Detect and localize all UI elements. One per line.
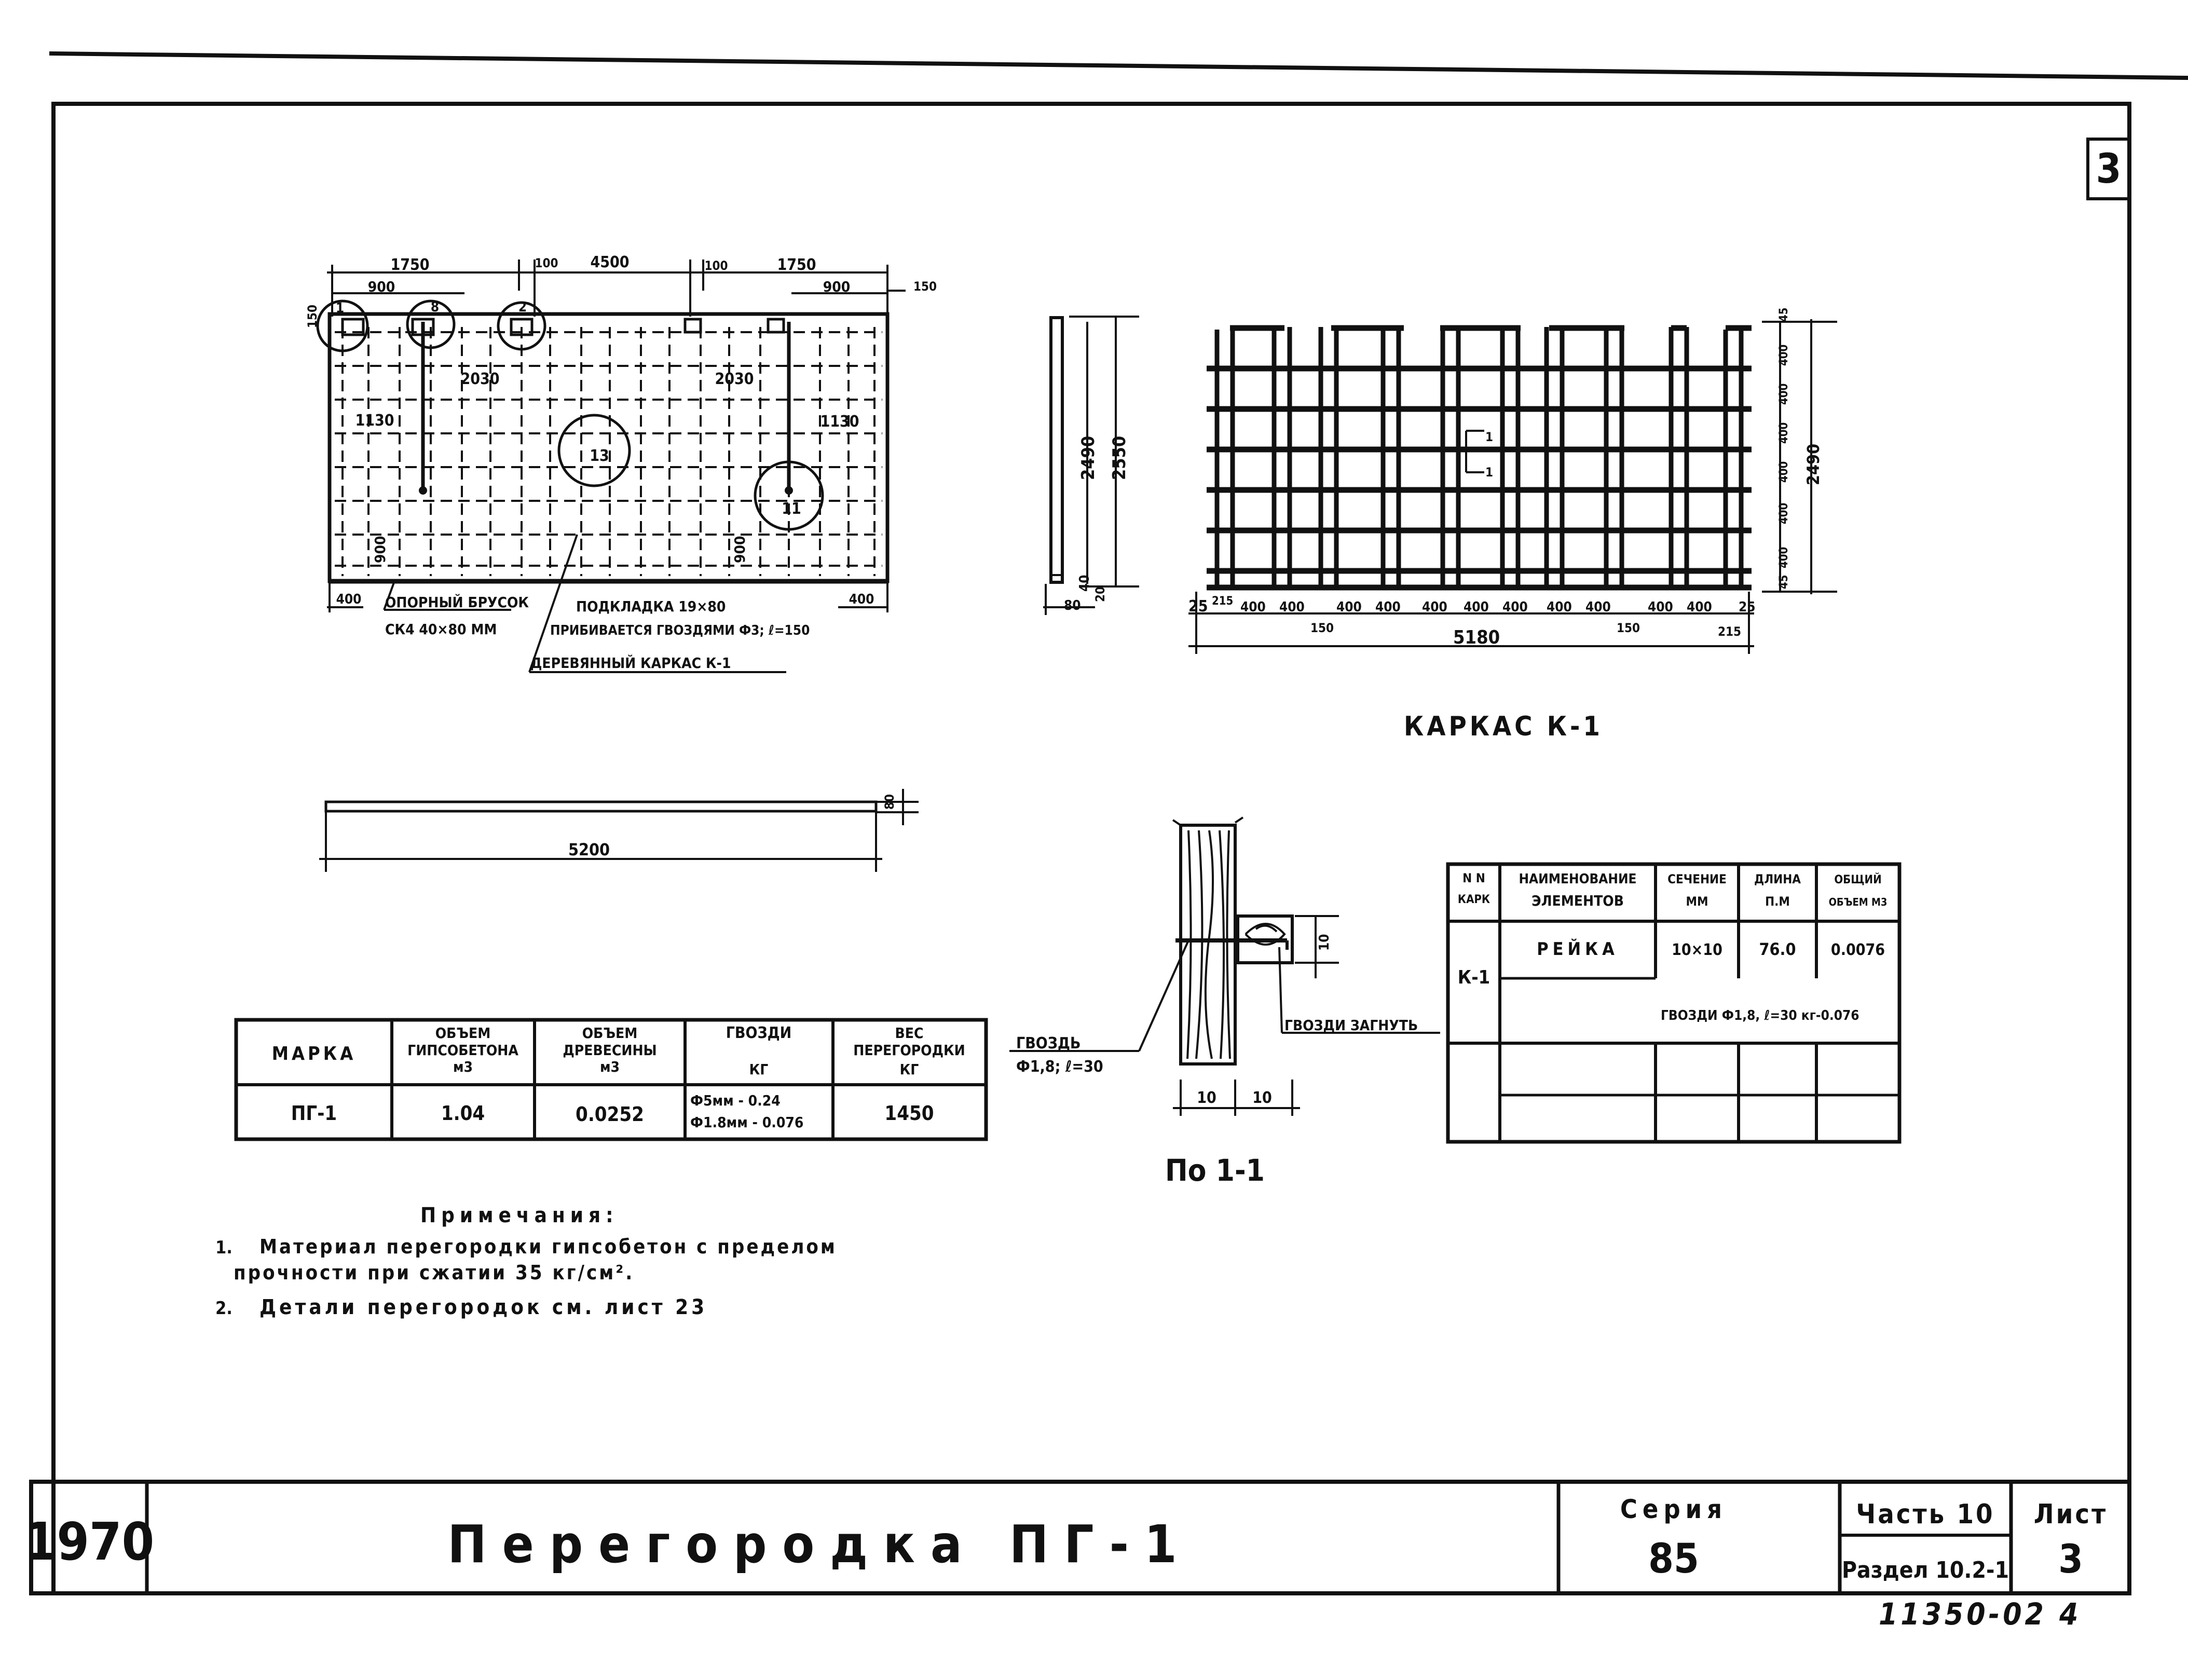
- notes-title: Примечания:: [420, 1204, 619, 1227]
- dim-2030-right: 2030: [715, 370, 754, 388]
- eh-volume-2: ОБЪЕМ М3: [1828, 896, 1888, 908]
- elements-table: [1448, 864, 1899, 1142]
- note-1-line-1: Материал перегородки гипсобетон с пределом: [259, 1235, 837, 1258]
- frame-dim-12: 400: [1687, 599, 1712, 615]
- frame-dim-4: 400: [1336, 599, 1362, 615]
- eh-nn-1: N N: [1462, 871, 1485, 885]
- dim-150-left: 150: [305, 304, 320, 328]
- title-block: [24, 1482, 2129, 1593]
- label-lining-2: ПРИБИВАЕТСЯ ГВОЗДЯМИ Ф3; ℓ=150: [550, 623, 810, 638]
- th-gypsum-1: ОБЪЕМ: [435, 1025, 491, 1042]
- dim-4500: 4500: [590, 253, 630, 271]
- frame-dim-2: 400: [1240, 599, 1266, 615]
- label-support-bar-1: ОПОРНЫЙ БРУСОК: [385, 594, 529, 611]
- sheet-frame: [53, 104, 2129, 1593]
- frame-dim-215: 215: [1718, 624, 1742, 639]
- frame-dim-150-a: 150: [1310, 621, 1334, 635]
- dim-900-left: 900: [367, 278, 395, 295]
- notes: [215, 1204, 837, 1319]
- note-1-line-2: прочности при сжатии 35 кг/см².: [234, 1261, 635, 1284]
- section-1-1: [1009, 817, 1440, 1188]
- eh-volume-1: ОБЩИЙ: [1834, 873, 1882, 886]
- part-label: Часть 10: [1856, 1499, 1995, 1530]
- td-mark: ПГ-1: [291, 1102, 337, 1125]
- note-2-line-1: Детали перегородок см. лист 23: [259, 1295, 708, 1319]
- section-mark-bottom: 1: [1485, 465, 1494, 480]
- dim-80: 80: [1064, 598, 1081, 613]
- dim-900-bottom-left: 900: [372, 536, 389, 563]
- th-wood-1: ОБЪЕМ: [582, 1025, 638, 1042]
- frame-dim-7: 400: [1464, 599, 1489, 615]
- spec-table: [236, 1020, 986, 1139]
- th-weight-3: КГ: [899, 1061, 919, 1078]
- dim-100-right: 100: [704, 258, 728, 273]
- callout-13: 13: [590, 447, 609, 465]
- label-nails-bent: ГВОЗДИ ЗАГНУТЬ: [1284, 1017, 1418, 1034]
- eh-section-2: ММ: [1686, 894, 1708, 909]
- dim-right-7: 45: [1777, 575, 1790, 589]
- dim-400-right: 400: [849, 592, 874, 607]
- dim-right-6: 400: [1777, 547, 1790, 568]
- label-nail: ГВОЗДЬ: [1016, 1034, 1081, 1053]
- dim-1750-right: 1750: [777, 256, 816, 274]
- dim-40: 40: [1077, 575, 1092, 592]
- frame-dim-9: 400: [1547, 599, 1572, 615]
- dim-right-4: 400: [1777, 461, 1790, 483]
- td-weight: 1450: [884, 1102, 934, 1125]
- partition-elevation: [319, 789, 919, 872]
- dim-150-right: 150: [913, 279, 937, 294]
- dim-80-elevation: 80: [882, 794, 897, 810]
- dim-1130-left: 1130: [355, 412, 394, 430]
- dim-20: 20: [1093, 586, 1107, 602]
- section-title: По 1-1: [1165, 1153, 1265, 1188]
- dim-10-vertical: 10: [1317, 934, 1332, 951]
- corner-sheet-box: [2088, 139, 2129, 199]
- dim-1130-right: 1130: [820, 413, 859, 431]
- partition-plan: [305, 253, 937, 672]
- et-nails-note: ГВОЗДИ Ф1,8, ℓ=30 кг-0.076: [1661, 1008, 1859, 1023]
- drawing-title: Перегородка ПГ-1: [447, 1514, 1193, 1575]
- eh-nn-2: КАРК: [1457, 893, 1490, 906]
- partition-side-view: [1043, 316, 1139, 615]
- frame-dim-5180: 5180: [1453, 627, 1500, 648]
- section-label: Раздел 10.2-1: [1842, 1557, 2009, 1583]
- frame-dim-0: 25: [1188, 597, 1208, 616]
- section-mark-top: 1: [1485, 430, 1494, 444]
- dim-100-left: 100: [535, 256, 558, 270]
- frame-dim-150-b: 150: [1617, 621, 1640, 635]
- eh-length-1: ДЛИНА: [1754, 872, 1801, 886]
- th-gypsum-3: м3: [453, 1058, 473, 1075]
- corner-sheet-number: 3: [2096, 146, 2122, 193]
- frame-dim-6: 400: [1422, 599, 1447, 615]
- sheet-label: Лист: [2033, 1499, 2108, 1530]
- td-nails-1: Ф5мм - 0.24: [690, 1092, 781, 1109]
- dim-2490: 2490: [1078, 435, 1099, 480]
- th-weight-2: ПЕРЕГОРОДКИ: [853, 1042, 965, 1059]
- frame-dim-3: 400: [1279, 599, 1305, 615]
- th-nails-3: КГ: [749, 1061, 769, 1078]
- dim-2550: 2550: [1109, 435, 1130, 480]
- series-label: Серия: [1620, 1494, 1728, 1524]
- dim-5200: 5200: [568, 840, 610, 859]
- label-support-bar-2: СК4 40×80 ММ: [385, 621, 497, 638]
- th-mark: МАРКА: [271, 1043, 357, 1064]
- frame-title: КАРКАС К-1: [1404, 711, 1603, 742]
- dim-right-5: 400: [1777, 502, 1790, 524]
- et-section: 10×10: [1672, 941, 1722, 959]
- et-name: РЕЙКА: [1537, 939, 1619, 960]
- callout-1: 1: [335, 301, 345, 316]
- th-weight-1: ВЕС: [895, 1025, 924, 1042]
- note-1-number: 1.: [215, 1237, 233, 1258]
- th-gypsum-2: ГИПСОБЕТОНА: [407, 1042, 518, 1059]
- series-value: 85: [1648, 1536, 1699, 1582]
- th-wood-2: ДРЕВЕСИНЫ: [563, 1042, 657, 1059]
- callout-2: 2: [518, 299, 527, 315]
- eh-name-1: НАИМЕНОВАНИЕ: [1519, 871, 1637, 887]
- frame-dim-10: 400: [1585, 599, 1611, 615]
- note-2-number: 2.: [215, 1298, 233, 1319]
- frame-dim-13: 25: [1739, 599, 1756, 615]
- dim-400-left: 400: [336, 592, 362, 607]
- label-frame-k1: ДЕРЕВЯННЫЙ КАРКАС К-1: [530, 654, 731, 672]
- label-lining-1: ПОДКЛАДКА 19×80: [576, 598, 726, 615]
- dim-2030-left: 2030: [460, 370, 500, 388]
- dim-right-0: 45: [1777, 307, 1790, 322]
- dim-900-bottom-right: 900: [731, 536, 748, 563]
- dim-right-2: 400: [1777, 383, 1790, 405]
- dim-900-right: 900: [823, 278, 851, 295]
- frame-dim-5: 400: [1375, 599, 1401, 615]
- callout-8: 8: [430, 299, 440, 315]
- frame-dim-1: 215: [1212, 595, 1234, 608]
- dim-10-b: 10: [1252, 1089, 1272, 1107]
- et-frame-mark: К-1: [1457, 967, 1490, 988]
- callout-11: 11: [782, 500, 801, 518]
- dim-right-1: 400: [1777, 344, 1790, 366]
- frame-dim-11: 400: [1648, 599, 1673, 615]
- dim-1750-left: 1750: [390, 256, 430, 274]
- dim-2490-frame: 2490: [1803, 443, 1823, 485]
- frame-dim-8: 400: [1502, 599, 1528, 615]
- dim-right-3: 400: [1777, 422, 1790, 444]
- eh-section-1: СЕЧЕНИЕ: [1667, 872, 1727, 886]
- th-wood-3: м3: [599, 1058, 620, 1075]
- top-rule: [49, 53, 2188, 78]
- label-nail-spec: Ф1,8; ℓ=30: [1016, 1058, 1103, 1076]
- td-wood: 0.0252: [576, 1103, 644, 1126]
- archive-number: 11350-02 4: [1879, 1596, 2082, 1632]
- dim-10-a: 10: [1197, 1089, 1216, 1107]
- td-gypsum: 1.04: [441, 1102, 485, 1125]
- th-nails-1: ГВОЗДИ: [726, 1024, 792, 1042]
- eh-length-2: П.М: [1765, 894, 1790, 909]
- td-nails-2: Ф1.8мм - 0.076: [690, 1114, 804, 1131]
- eh-name-2: ЭЛЕМЕНТОВ: [1531, 892, 1624, 909]
- year: 1970: [24, 1511, 155, 1572]
- et-length: 76.0: [1759, 939, 1796, 959]
- frame-k1: [1188, 307, 1837, 742]
- sheet-value: 3: [2058, 1536, 2083, 1582]
- et-volume: 0.0076: [1830, 941, 1885, 959]
